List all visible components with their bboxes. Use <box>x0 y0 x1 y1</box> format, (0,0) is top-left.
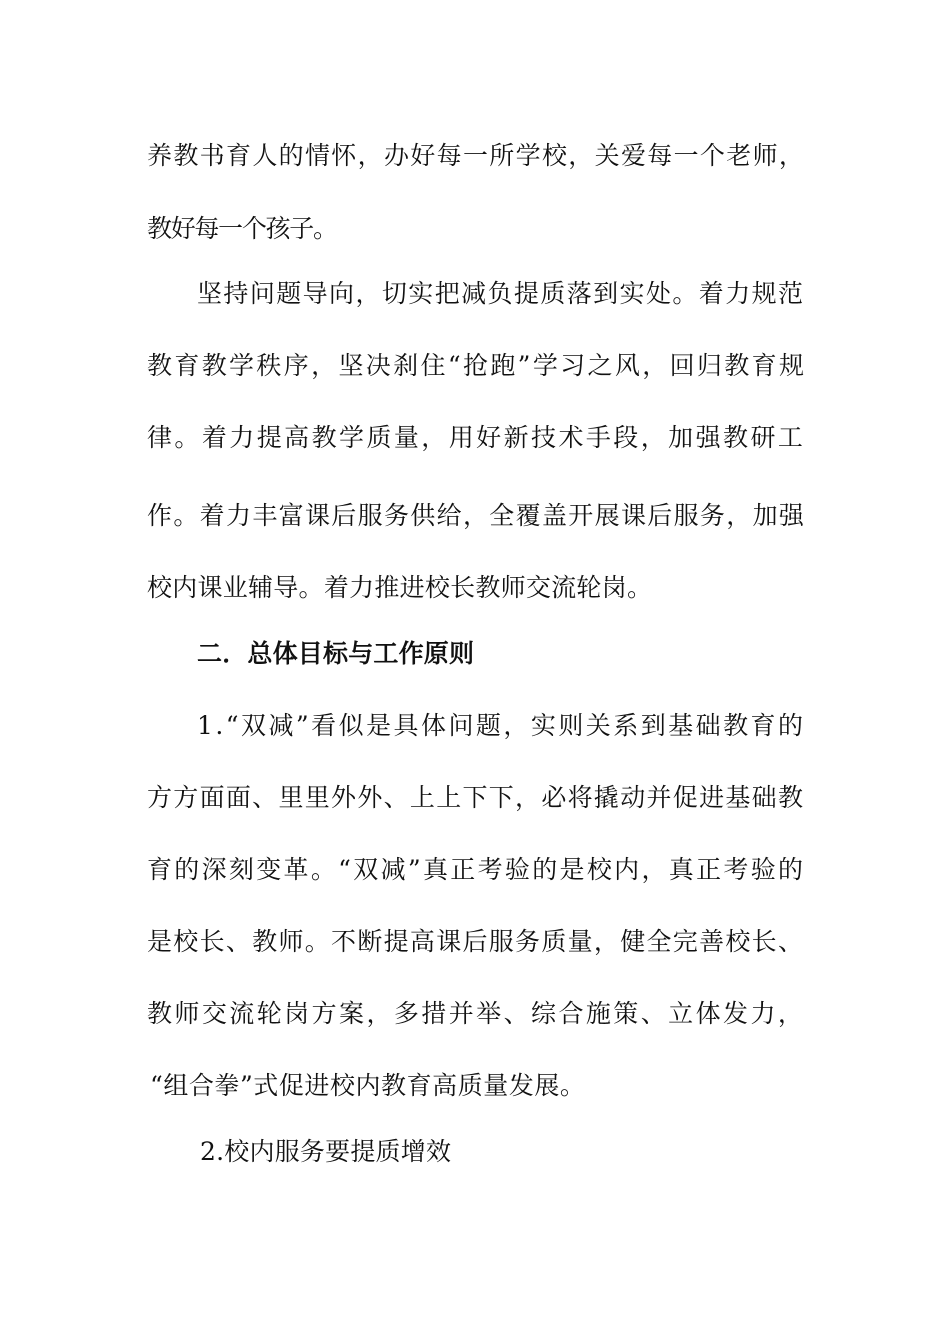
text-run: 是校长、教师。不断提高课后服务质量，健全完善校长、 <box>147 927 805 956</box>
item-1-line-5 <box>0 994 950 1034</box>
text-run: 教育教学秩序，坚决刹住“抢跑”学习之风，回归教育规 <box>147 351 807 380</box>
text-run: 1.“双减”看似是具体问题，实则关系到基础教育的 <box>197 711 806 740</box>
text-run: 2.校内服务要提质增效 <box>200 1137 452 1166</box>
item-1-line-3 <box>0 850 950 890</box>
text-run: 作。着力丰富课后服务供给，全覆盖开展课后服务，加强 <box>147 501 806 530</box>
paragraph-problem-line-3 <box>0 418 950 458</box>
text-run: 律。着力提高教学质量，用好新技术手段，加强教研工 <box>147 423 806 452</box>
paragraph-intro-line-1 <box>0 136 950 176</box>
item-2-line <box>0 1132 950 1172</box>
item-1-line-1 <box>0 706 950 746</box>
text-run: 校内课业辅导。着力推进校长教师交流轮岗。 <box>147 573 653 602</box>
text-run: 教好每一个孩子。 <box>147 214 337 243</box>
text-run: 育的深刻变革。“双减”真正考验的是校内，真正考验的 <box>147 855 806 884</box>
item-1-line-6 <box>0 1066 950 1106</box>
text-run: 坚持问题导向，切实把减负提质落到实处。着力规范 <box>197 279 805 308</box>
paragraph-problem-line-2 <box>0 346 950 386</box>
text-run: 方方面面、里里外外、上上下下，必将撬动并促进基础教 <box>147 783 805 812</box>
text-run: 养教书育人的情怀，办好每一所学校，关爱每一个老师， <box>147 141 806 170</box>
text-run: 教师交流轮岗方案，多措并举、综合施策、立体发力， <box>147 999 806 1028</box>
paragraph-problem-line-1 <box>0 274 950 314</box>
item-1-line-2 <box>0 778 950 818</box>
paragraph-intro-line-2 <box>0 209 950 249</box>
text-run: “组合拳”式促进校内教育高质量发展。 <box>150 1071 586 1100</box>
item-1-line-4 <box>0 922 950 962</box>
paragraph-problem-line-5 <box>0 568 950 608</box>
heading-text: 二．总体目标与工作原则 <box>197 639 475 668</box>
section-heading <box>0 634 950 674</box>
paragraph-problem-line-4 <box>0 496 950 536</box>
